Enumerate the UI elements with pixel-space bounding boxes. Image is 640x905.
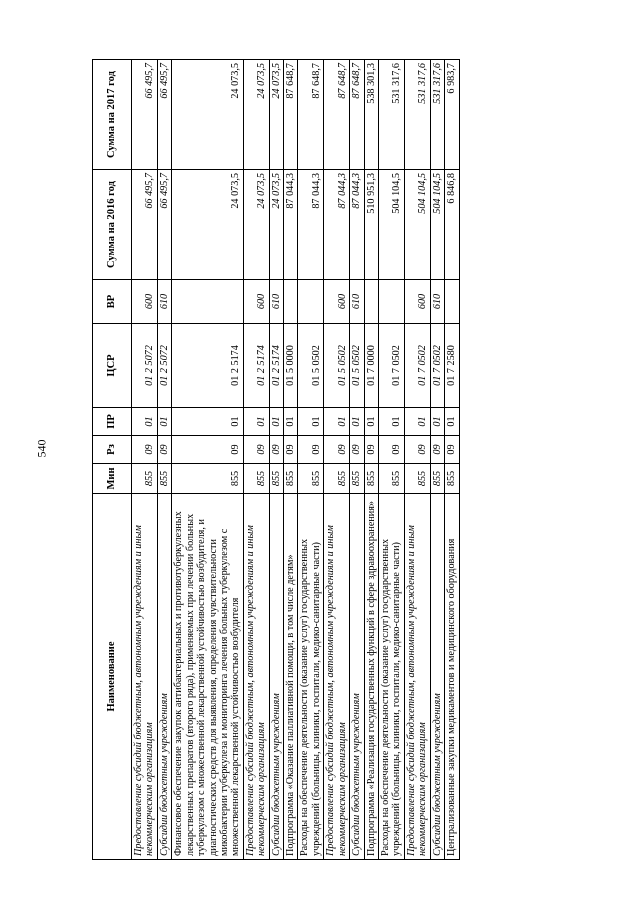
cell-csr: 01 5 0502 xyxy=(324,324,350,408)
cell-pr: 01 xyxy=(324,408,350,436)
cell-rz: 09 xyxy=(430,436,444,464)
cell-min: 855 xyxy=(324,464,350,494)
cell-rz: 09 xyxy=(350,436,364,464)
cell-rz: 09 xyxy=(157,436,171,464)
cell-sum-2017: 6 983,7 xyxy=(445,60,459,170)
header-row xyxy=(93,60,132,860)
cell-pr: 01 xyxy=(269,408,283,436)
cell-sum-2017: 531 317,6 xyxy=(404,60,430,170)
cell-vr: 610 xyxy=(430,280,444,324)
cell-pr: 01 xyxy=(430,408,444,436)
cell-vr xyxy=(379,280,405,324)
cell-rz: 09 xyxy=(298,436,324,464)
cell-sum-2017: 24 073,5 xyxy=(269,60,283,170)
cell-sum-2016: 24 073,5 xyxy=(172,170,244,280)
cell-rz: 09 xyxy=(132,436,158,464)
cell-name: Предоставление субсидий бюджетным, автономным учреждениям и иным некоммерческим организациям xyxy=(324,494,350,860)
cell-csr: 01 2 5072 xyxy=(132,324,158,408)
cell-sum-2016: 87 044,3 xyxy=(350,170,364,280)
cell-vr: 600 xyxy=(243,280,269,324)
cell-csr: 01 5 0502 xyxy=(298,324,324,408)
cell-pr: 01 xyxy=(157,408,171,436)
cell-sum-2017: 531 317,6 xyxy=(379,60,405,170)
cell-csr: 01 7 0000 xyxy=(364,324,378,408)
cell-pr: 01 xyxy=(350,408,364,436)
cell-min: 855 xyxy=(172,464,244,494)
header-vr: ВР xyxy=(93,280,132,324)
cell-sum-2016: 66 495,7 xyxy=(132,170,158,280)
cell-vr: 600 xyxy=(404,280,430,324)
cell-rz: 09 xyxy=(404,436,430,464)
cell-name: Расходы на обеспечение деятельности (оказание услуг) государственных учреждений (больницы, клиники, госпитали, медико-санитарные части) xyxy=(379,494,405,860)
cell-pr: 01 xyxy=(298,408,324,436)
cell-pr: 01 xyxy=(132,408,158,436)
cell-vr xyxy=(284,280,298,324)
cell-name: Централизованные закупки медикаментов и медицинского оборудования xyxy=(445,494,459,860)
cell-name: Субсидии бюджетным учреждениям xyxy=(157,494,171,860)
cell-sum-2016: 6 846,8 xyxy=(445,170,459,280)
cell-rz: 09 xyxy=(445,436,459,464)
header-rz: Рз xyxy=(93,436,132,464)
cell-vr xyxy=(364,280,378,324)
cell-rz: 09 xyxy=(379,436,405,464)
cell-name: Подпрограмма «Оказание паллиативной помощи, в том числе детям» xyxy=(284,494,298,860)
cell-csr: 01 2 5174 xyxy=(172,324,244,408)
table-row xyxy=(172,60,244,860)
table-row xyxy=(284,60,298,860)
cell-sum-2016: 87 044,3 xyxy=(284,170,298,280)
cell-rz: 09 xyxy=(364,436,378,464)
cell-sum-2016: 510 951,3 xyxy=(364,170,378,280)
table-row xyxy=(350,60,364,860)
budget-table-container xyxy=(92,60,562,860)
cell-min: 855 xyxy=(379,464,405,494)
cell-vr xyxy=(298,280,324,324)
cell-csr: 01 7 2580 xyxy=(445,324,459,408)
cell-sum-2016: 87 044,3 xyxy=(298,170,324,280)
cell-rz: 09 xyxy=(284,436,298,464)
header-csr: ЦСР xyxy=(93,324,132,408)
cell-pr: 01 xyxy=(243,408,269,436)
cell-vr: 610 xyxy=(350,280,364,324)
cell-name: Финансовое обеспечение закупок антибактериальных и противотуберкулезных лекарственных препаратов (второго ряда), применяемых при лечении больных туберкулезом с множественной лекарственной устойчивостью возбудителя, и диагностических средств для выявления, определения чувствительности микобактерии туберкулеза и мониторинга лечения больных туберкулезом с множественной лекарственной устойчивостью возбудителя xyxy=(172,494,244,860)
cell-sum-2017: 87 648,7 xyxy=(298,60,324,170)
table-row xyxy=(324,60,350,860)
cell-rz: 09 xyxy=(269,436,283,464)
cell-min: 855 xyxy=(243,464,269,494)
cell-sum-2017: 87 648,7 xyxy=(350,60,364,170)
cell-csr: 01 5 0000 xyxy=(284,324,298,408)
cell-sum-2016: 87 044,3 xyxy=(324,170,350,280)
budget-table xyxy=(92,59,460,860)
cell-rz: 09 xyxy=(324,436,350,464)
table-row xyxy=(430,60,444,860)
cell-sum-2017: 538 301,3 xyxy=(364,60,378,170)
cell-csr: 01 2 5072 xyxy=(157,324,171,408)
cell-rz: 09 xyxy=(243,436,269,464)
cell-pr: 01 xyxy=(379,408,405,436)
cell-pr: 01 xyxy=(445,408,459,436)
cell-min: 855 xyxy=(269,464,283,494)
cell-name: Субсидии бюджетным учреждениям xyxy=(430,494,444,860)
cell-vr xyxy=(445,280,459,324)
cell-csr: 01 2 5174 xyxy=(243,324,269,408)
cell-rz: 09 xyxy=(172,436,244,464)
cell-sum-2016: 504 104,5 xyxy=(404,170,430,280)
cell-pr: 01 xyxy=(364,408,378,436)
table-row xyxy=(243,60,269,860)
cell-vr: 600 xyxy=(324,280,350,324)
cell-csr: 01 5 0502 xyxy=(350,324,364,408)
cell-name: Предоставление субсидий бюджетным, автономным учреждениям и иным некоммерческим организациям xyxy=(404,494,430,860)
cell-name: Субсидии бюджетным учреждениям xyxy=(350,494,364,860)
cell-vr: 610 xyxy=(157,280,171,324)
cell-sum-2017: 66 495,7 xyxy=(157,60,171,170)
header-min: Мин xyxy=(93,464,132,494)
cell-sum-2016: 24 073,5 xyxy=(243,170,269,280)
header-pr: ПР xyxy=(93,408,132,436)
cell-csr: 01 7 0502 xyxy=(379,324,405,408)
cell-min: 855 xyxy=(157,464,171,494)
page-number: 540 xyxy=(34,439,49,458)
cell-sum-2017: 87 648,7 xyxy=(284,60,298,170)
table-row xyxy=(445,60,459,860)
cell-pr: 01 xyxy=(172,408,244,436)
cell-name: Предоставление субсидий бюджетным, автономным учреждениям и иным некоммерческим организациям xyxy=(243,494,269,860)
cell-sum-2016: 24 073,5 xyxy=(269,170,283,280)
cell-csr: 01 2 5174 xyxy=(269,324,283,408)
table-row xyxy=(157,60,171,860)
cell-pr: 01 xyxy=(404,408,430,436)
table-row xyxy=(364,60,378,860)
header-name: Наименование xyxy=(93,494,132,860)
cell-sum-2016: 504 104,5 xyxy=(430,170,444,280)
cell-sum-2016: 66 495,7 xyxy=(157,170,171,280)
table-row xyxy=(269,60,283,860)
cell-min: 855 xyxy=(445,464,459,494)
cell-name: Субсидии бюджетным учреждениям xyxy=(269,494,283,860)
cell-min: 855 xyxy=(350,464,364,494)
table-row xyxy=(298,60,324,860)
cell-csr: 01 7 0502 xyxy=(430,324,444,408)
cell-name: Подпрограмма «Реализация государственных функций в сфере здравоохранения» xyxy=(364,494,378,860)
cell-vr: 610 xyxy=(269,280,283,324)
cell-min: 855 xyxy=(364,464,378,494)
table-row xyxy=(379,60,405,860)
table-row xyxy=(132,60,158,860)
cell-min: 855 xyxy=(132,464,158,494)
cell-name: Предоставление субсидий бюджетным, автономным учреждениям и иным некоммерческим организациям xyxy=(132,494,158,860)
cell-sum-2017: 531 317,6 xyxy=(430,60,444,170)
cell-pr: 01 xyxy=(284,408,298,436)
header-sum-2017: Сумма на 2017 год xyxy=(93,60,132,170)
cell-vr: 600 xyxy=(132,280,158,324)
cell-min: 855 xyxy=(430,464,444,494)
cell-sum-2017: 66 495,7 xyxy=(132,60,158,170)
cell-sum-2016: 504 104,5 xyxy=(379,170,405,280)
cell-vr xyxy=(172,280,244,324)
cell-min: 855 xyxy=(404,464,430,494)
cell-csr: 01 7 0502 xyxy=(404,324,430,408)
cell-name: Расходы на обеспечение деятельности (оказание услуг) государственных учреждений (больницы, клиники, госпитали, медико-санитарные части) xyxy=(298,494,324,860)
cell-min: 855 xyxy=(284,464,298,494)
header-sum-2016: Сумма на 2016 год xyxy=(93,170,132,280)
table-body xyxy=(132,60,460,860)
cell-sum-2017: 24 073,5 xyxy=(172,60,244,170)
table-row xyxy=(404,60,430,860)
cell-sum-2017: 24 073,5 xyxy=(243,60,269,170)
cell-sum-2017: 87 648,7 xyxy=(324,60,350,170)
cell-min: 855 xyxy=(298,464,324,494)
